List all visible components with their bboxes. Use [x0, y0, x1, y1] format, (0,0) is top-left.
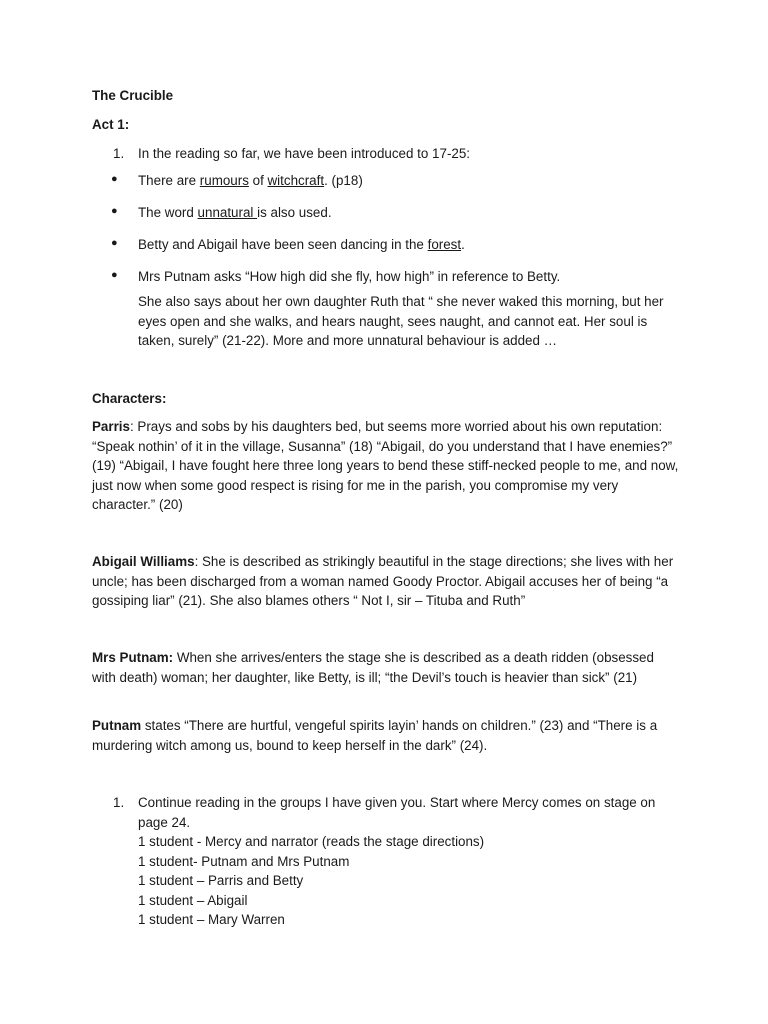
text-run: . [461, 237, 465, 252]
student-role-line: 1 student – Mary Warren [138, 912, 285, 927]
character-description: states “There are hurtful, vengeful spirits layin’ hands on children.” (23) and “There is a murdering witch among us, bound to keep herself in the dark” (24). [92, 718, 658, 753]
characters-heading: Characters: [92, 391, 167, 406]
bullet-item-mrs-putnam: Mrs Putnam asks “How high did she fly, how high” in reference to Betty. [138, 269, 561, 284]
student-role-line: 1 student- Putnam and Mrs Putnam [138, 853, 350, 869]
document-title: The Crucible [92, 88, 174, 103]
underlined-term: forest [427, 237, 462, 252]
student-role-line: 1 student – Parris and Betty [138, 873, 304, 888]
act-heading: Act 1: [92, 117, 130, 132]
character-name: Mrs Putnam: [92, 650, 174, 665]
student-role-line: 1 student – Abigail [138, 892, 248, 908]
bullet-continuation: She also says about her own daughter Ruth that “ she never waked this morning, but her eyes open and she walks, and hears naught, sees naught, and cannot eat. Her soul is taken, surely” (21-22). More and more unnatural behaviour is added … [138, 294, 664, 348]
character-parris [92, 417, 684, 515]
character-name: Parris [92, 419, 130, 434]
student-role-line: 1 student - Mercy and narrator (reads the stage directions) [138, 834, 485, 849]
bullet-icon: ● [111, 205, 118, 217]
character-description: : Prays and sobs by his daughters bed, but seems more worried about his own reputation: “Speak nothin’ of it in the village, Susanna” (18) “Abigail, do you understand that I have enemies?” (19) “Abigail, I have fought here three long years to bend these stiff-necked people to me, and now, just now when some good respect is rising for me in the parish, you compromise my very character.” (20) [92, 419, 679, 512]
list-number: 1. [113, 795, 125, 810]
underlined-term: unnatural [197, 205, 258, 220]
list-number: 1. [113, 146, 125, 161]
text-run: is also used. [257, 205, 332, 220]
list-item-text: In the reading so far, we have been introduced to 17-25: [138, 146, 471, 161]
bullet-icon: ● [111, 237, 118, 249]
character-description: : She is described as strikingly beautiful in the stage directions; she lives with her uncle; has been discharged from a woman named Goody Proctor. Abigail accuses her of being “a gossiping liar” (21). She also blames others “ Not I, sir – Tituba and Ruth” [92, 554, 674, 608]
text-run: Betty and Abigail have been seen dancing in the [138, 237, 428, 252]
underlined-term: rumours [199, 173, 249, 188]
bullet-item-rumours [138, 171, 698, 191]
bullet-item-unnatural [138, 203, 698, 223]
character-mrs-putnam [92, 648, 662, 687]
text-run: The word [138, 205, 198, 220]
bullet-item-forest [138, 235, 698, 255]
character-description: When she arrives/enters the stage she is described as a death ridden (obsessed with death) woman; her daughter, like Betty, is ill; “the Devil’s touch is heavier than sick” (21) [92, 650, 654, 685]
text-run: . (p18) [324, 173, 363, 188]
list-item-instructions [138, 793, 678, 930]
text-run: There are [138, 173, 200, 188]
underlined-term: witchcraft [267, 173, 325, 188]
text-run: of [248, 173, 268, 188]
character-abigail [92, 552, 684, 611]
bullet-icon: ● [111, 173, 118, 185]
character-putnam [92, 716, 684, 755]
instruction-line: Continue reading in the groups I have given you. Start where Mercy comes on stage on page 24. [138, 795, 656, 830]
bullet-icon: ● [111, 269, 118, 281]
character-name: Putnam [92, 718, 142, 733]
character-name: Abigail Williams [92, 554, 195, 569]
